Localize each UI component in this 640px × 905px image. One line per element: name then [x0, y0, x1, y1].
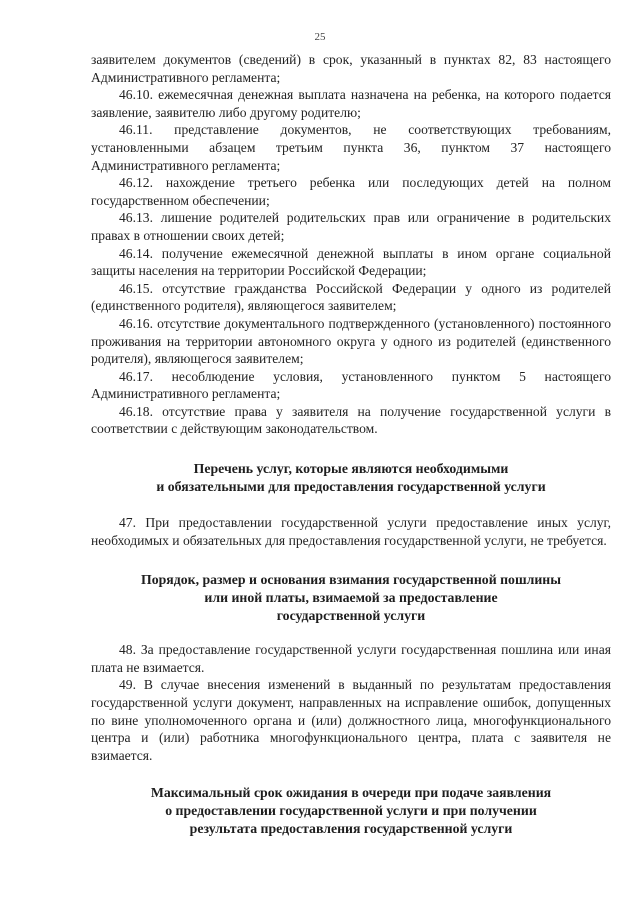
paragraph-46-16: 46.16. отсутствие документального подтвержденного (установленного) постоянного проживания на территории автономного округа у одного из родителей (единственного родителя), являющегося заявителем; — [91, 315, 611, 367]
heading-line: результата предоставления государственной услуги — [189, 821, 513, 837]
heading-line: и обязательными для предоставления государственной услуги — [156, 479, 546, 495]
paragraph-continuation: заявителем документов (сведений) в срок, указанный в пунктах 82, 83 настоящего Административного регламента; — [91, 52, 611, 85]
section-heading-state-fee — [91, 571, 611, 625]
paragraph-46-11: 46.11. представление документов, не соответствующих требованиям, установленными абзацем третьим пункта 36, пунктом 37 настоящего Административного регламента; — [91, 122, 611, 173]
heading-line: или иной платы, взимаемой за предоставление — [204, 590, 498, 606]
paragraph-46-13: 46.13. лишение родителей родительских прав или ограничение в родительских правах в отношении своих детей; — [91, 210, 611, 243]
section-heading-required-services — [91, 460, 611, 496]
heading-line: государственной услуги — [276, 608, 426, 624]
paragraph-49: 49. В случае внесения изменений в выданный по результатам предоставления государственной услуги документ, направленных на исправление ошибок, допущенных по вине уполномоченного органа и (или) должностного лица, многофункционального центра и (или) работника многофункционального центра, плата с заявителя не взимается. — [91, 677, 611, 763]
heading-line: Порядок, размер и основания взимания государственной пошлины — [140, 572, 562, 588]
paragraph-48: 48. За предоставление государственной услуги государственная пошлина или иная плата не взимается. — [91, 642, 611, 675]
document-body — [91, 51, 611, 838]
paragraph-46-18: 46.18. отсутствие права у заявителя на получение государственной услуги в соответствии с действующим законодательством. — [91, 403, 611, 437]
paragraph-46-10: 46.10. ежемесячная денежная выплата назначена на ребенка, на которого подается заявление, заявителю либо другому родителю; — [91, 87, 611, 120]
paragraph-47: 47. При предоставлении государственной услуги предоставление иных услуг, необходимых и обязательных для предоставления государственной услуги, не требуется. — [91, 515, 611, 548]
heading-line: о предоставлении государственной услуги и при получении — [165, 803, 537, 819]
refusal-grounds-list — [91, 51, 611, 438]
heading-line: Перечень услуг, которые являются необходимыми — [193, 461, 509, 477]
page-number: 25 — [314, 31, 326, 43]
heading-line: Максимальный срок ожидания в очереди при подаче заявления — [150, 785, 552, 801]
paragraph-46-12: 46.12. нахождение третьего ребенка или последующих детей на полном государственном обеспечении; — [91, 175, 611, 208]
paragraph-46-15: 46.15. отсутствие гражданства Российской Федерации у одного из родителей (единственного родителя), являющегося заявителем; — [91, 280, 611, 314]
section-heading-waiting-time — [91, 784, 611, 838]
paragraph-46-17: 46.17. несоблюдение условия, установленного пунктом 5 настоящего Административного регламента; — [91, 368, 611, 402]
paragraph-46-14: 46.14. получение ежемесячной денежной выплаты в ином органе социальной защиты населения на территории Российской Федерации; — [91, 245, 611, 279]
